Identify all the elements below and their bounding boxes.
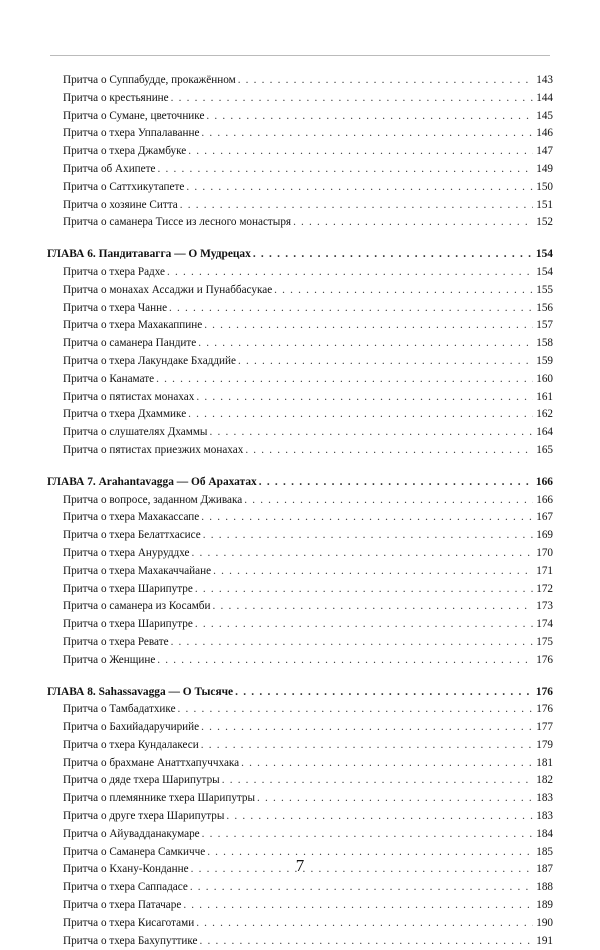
toc-entry-title: Притча о Бахийадаручирийе bbox=[63, 719, 199, 737]
toc-entry-title: Притча о тхера Белаттхасисе bbox=[63, 527, 201, 545]
toc-entry-title: Притча о Канамате bbox=[63, 371, 154, 389]
leader-dots bbox=[222, 772, 533, 790]
toc-entry-page: 146 bbox=[535, 125, 553, 143]
chapter-heading-title: ГЛАВА 8. Sahassavagga — О Тысяче bbox=[47, 684, 233, 702]
toc-entry-title: Притча о тхера Кисаготами bbox=[63, 915, 194, 933]
toc-entry[interactable] bbox=[47, 389, 553, 407]
leader-dots bbox=[167, 264, 533, 282]
toc-entry[interactable] bbox=[47, 406, 553, 424]
leader-dots bbox=[226, 808, 533, 826]
toc-entry-page: 170 bbox=[535, 545, 553, 563]
toc-entry[interactable] bbox=[47, 772, 553, 790]
toc-entry[interactable] bbox=[47, 424, 553, 442]
chapter-heading-title: ГЛАВА 7. Arahantavagga — Об Арахатах bbox=[47, 474, 257, 492]
toc-entry[interactable] bbox=[47, 790, 553, 808]
toc-entry[interactable] bbox=[47, 933, 553, 950]
toc-entry[interactable] bbox=[47, 701, 553, 719]
toc-entry[interactable] bbox=[47, 563, 553, 581]
chapter-heading-page: 166 bbox=[535, 474, 553, 492]
toc-entry-page: 173 bbox=[535, 598, 553, 616]
toc-entry[interactable] bbox=[47, 545, 553, 563]
toc-entry[interactable] bbox=[47, 755, 553, 773]
toc-entry[interactable] bbox=[47, 335, 553, 353]
leader-dots bbox=[171, 634, 533, 652]
leader-dots bbox=[157, 652, 533, 670]
chapter-heading[interactable] bbox=[47, 474, 553, 492]
toc-section bbox=[47, 72, 553, 232]
toc-entry-title: Притча о дяде тхера Шарипутры bbox=[63, 772, 220, 790]
toc-entry-title: Притча о Тамбадатхике bbox=[63, 701, 176, 719]
toc-entry-page: 187 bbox=[535, 861, 553, 879]
toc-entry-title: Притча о тхера Махакаппине bbox=[63, 317, 202, 335]
toc-entry-title: Притча о тхера Патачаре bbox=[63, 897, 181, 915]
toc-entry-title: Притча о саманера из Косамби bbox=[63, 598, 210, 616]
toc-entry-title: Притча о Женщине bbox=[63, 652, 155, 670]
section-gap bbox=[47, 670, 553, 684]
toc-entry-page: 143 bbox=[535, 72, 553, 90]
toc-entry[interactable] bbox=[47, 598, 553, 616]
leader-dots bbox=[244, 492, 533, 510]
toc-entry[interactable] bbox=[47, 652, 553, 670]
leader-dots bbox=[238, 72, 533, 90]
leader-dots bbox=[158, 161, 534, 179]
toc-entry-title: Притча о тхера Ревате bbox=[63, 634, 169, 652]
toc-entry-title: Притча о тхера Радхе bbox=[63, 264, 165, 282]
toc-entry-title: Притча о тхера Шарипутре bbox=[63, 616, 193, 634]
toc-entry-page: 185 bbox=[535, 844, 553, 862]
toc-entry-title: Притча о крестьянине bbox=[63, 90, 169, 108]
toc-entry-page: 147 bbox=[535, 143, 553, 161]
toc-entry-title: Притча о тхера Дхаммике bbox=[63, 406, 186, 424]
leader-dots bbox=[192, 545, 533, 563]
leader-dots bbox=[201, 125, 533, 143]
toc-entry-title: Притча о тхера Саппадасе bbox=[63, 879, 188, 897]
toc-entry[interactable] bbox=[47, 179, 553, 197]
leader-dots bbox=[201, 719, 533, 737]
toc-entry-page: 179 bbox=[535, 737, 553, 755]
toc-entry-title: Притча о саманера Тиссе из лесного монастыря bbox=[63, 214, 291, 232]
toc-entry-page: 156 bbox=[535, 300, 553, 318]
toc-entry[interactable] bbox=[47, 371, 553, 389]
leader-dots bbox=[198, 335, 533, 353]
leader-dots bbox=[180, 197, 533, 215]
leader-dots bbox=[204, 317, 533, 335]
toc-entry[interactable] bbox=[47, 300, 553, 318]
leader-dots bbox=[171, 90, 533, 108]
toc-entry-title: Притча о брахмане Анаттхапуччхака bbox=[63, 755, 239, 773]
leader-dots bbox=[188, 406, 533, 424]
toc-entry-title: Притча о тхера Чанне bbox=[63, 300, 167, 318]
toc-entry-page: 183 bbox=[535, 808, 553, 826]
toc-entry-title: Притча о тхера Уппалаванне bbox=[63, 125, 199, 143]
toc-entry[interactable] bbox=[47, 634, 553, 652]
toc-entry[interactable] bbox=[47, 581, 553, 599]
leader-dots bbox=[213, 563, 533, 581]
toc-entry-title: Притча о тхера Ануруддхе bbox=[63, 545, 190, 563]
toc-entry-page: 161 bbox=[535, 389, 553, 407]
leader-dots bbox=[293, 214, 533, 232]
toc-entry-page: 145 bbox=[535, 108, 553, 126]
toc-entry[interactable] bbox=[47, 879, 553, 897]
toc-entry-title: Притча о Суппабудде, прокажённом bbox=[63, 72, 236, 90]
toc-entry-page: 166 bbox=[535, 492, 553, 510]
toc-entry-page: 155 bbox=[535, 282, 553, 300]
toc-entry-page: 151 bbox=[535, 197, 553, 215]
leader-dots bbox=[257, 790, 533, 808]
leader-dots bbox=[206, 108, 533, 126]
toc-entry-page: 144 bbox=[535, 90, 553, 108]
leader-dots bbox=[245, 442, 533, 460]
toc-entry-page: 184 bbox=[535, 826, 553, 844]
leader-dots bbox=[183, 897, 533, 915]
toc-entry-title: Притча о Саттхикутапете bbox=[63, 179, 184, 197]
leader-dots bbox=[195, 581, 533, 599]
toc-entry-title: Притча о Кхану-Конданне bbox=[63, 861, 189, 879]
toc-entry[interactable] bbox=[47, 282, 553, 300]
toc-entry-page: 190 bbox=[535, 915, 553, 933]
toc-entry-title: Притча о тхера Махакаччайане bbox=[63, 563, 211, 581]
toc-entry-title: Притча о Айувадданакумаре bbox=[63, 826, 200, 844]
chapter-heading-page: 154 bbox=[535, 246, 553, 264]
toc-entry[interactable] bbox=[47, 492, 553, 510]
toc-entry[interactable] bbox=[47, 442, 553, 460]
toc-entry[interactable] bbox=[47, 264, 553, 282]
leader-dots bbox=[259, 474, 533, 492]
toc-entry-page: 152 bbox=[535, 214, 553, 232]
toc-entry-page: 158 bbox=[535, 335, 553, 353]
leader-dots bbox=[238, 353, 533, 371]
toc-entry-title: Притча о хозяине Ситта bbox=[63, 197, 178, 215]
toc-entry-page: 177 bbox=[535, 719, 553, 737]
toc-entry-page: 176 bbox=[535, 652, 553, 670]
toc-entry[interactable] bbox=[47, 353, 553, 371]
chapter-heading[interactable] bbox=[47, 684, 553, 702]
section-gap bbox=[47, 232, 553, 246]
toc-entry[interactable] bbox=[47, 509, 553, 527]
toc-entry-page: 174 bbox=[535, 616, 553, 634]
toc-entry[interactable] bbox=[47, 808, 553, 826]
toc-entry[interactable] bbox=[47, 317, 553, 335]
toc-entry-title: Притча о тхера Махакассапе bbox=[63, 509, 199, 527]
toc-entry[interactable] bbox=[47, 719, 553, 737]
toc-entry[interactable] bbox=[47, 527, 553, 545]
leader-dots bbox=[241, 755, 533, 773]
toc-entry-page: 160 bbox=[535, 371, 553, 389]
page-number: 7 bbox=[0, 856, 600, 876]
leader-dots bbox=[209, 424, 533, 442]
toc-entry-page: 165 bbox=[535, 442, 553, 460]
toc-entry[interactable] bbox=[47, 214, 553, 232]
toc-section bbox=[47, 684, 553, 950]
toc-entry-page: 171 bbox=[535, 563, 553, 581]
leader-dots bbox=[156, 371, 533, 389]
toc-entry-title: Притча о слушателях Дхаммы bbox=[63, 424, 207, 442]
chapter-heading-page: 176 bbox=[535, 684, 553, 702]
leader-dots bbox=[196, 389, 533, 407]
leader-dots bbox=[253, 246, 533, 264]
toc-entry-title: Притча о тхера Джамбуке bbox=[63, 143, 186, 161]
leader-dots bbox=[188, 143, 533, 161]
toc-entry[interactable] bbox=[47, 897, 553, 915]
toc-entry-page: 167 bbox=[535, 509, 553, 527]
toc-entry-page: 188 bbox=[535, 879, 553, 897]
toc-entry-title: Притча о тхера Лакундаке Бхаддийе bbox=[63, 353, 236, 371]
leader-dots bbox=[201, 737, 533, 755]
leader-dots bbox=[202, 826, 533, 844]
toc-entry-title: Притча о друге тхера Шарипутры bbox=[63, 808, 224, 826]
toc-entry[interactable] bbox=[47, 826, 553, 844]
toc-entry-page: 159 bbox=[535, 353, 553, 371]
toc-entry-title: Притча о вопросе, заданном Дживака bbox=[63, 492, 242, 510]
toc-entry[interactable] bbox=[47, 616, 553, 634]
table-of-contents bbox=[47, 72, 553, 950]
leader-dots bbox=[178, 701, 533, 719]
toc-entry-page: 149 bbox=[535, 161, 553, 179]
toc-entry-page: 157 bbox=[535, 317, 553, 335]
leader-dots bbox=[235, 684, 533, 702]
toc-entry-title: Притча о тхера Кундалакеси bbox=[63, 737, 199, 755]
page-top-edge bbox=[50, 55, 550, 56]
toc-entry[interactable] bbox=[47, 90, 553, 108]
leader-dots bbox=[186, 179, 533, 197]
toc-entry-page: 150 bbox=[535, 179, 553, 197]
leader-dots bbox=[195, 616, 533, 634]
toc-entry-page: 189 bbox=[535, 897, 553, 915]
toc-entry-page: 154 bbox=[535, 264, 553, 282]
toc-entry[interactable] bbox=[47, 915, 553, 933]
leader-dots bbox=[190, 879, 533, 897]
leader-dots bbox=[274, 282, 533, 300]
toc-entry-title: Притча о тхера Шарипутре bbox=[63, 581, 193, 599]
chapter-heading-title: ГЛАВА 6. Пандитавагга — О Мудрецах bbox=[47, 246, 251, 264]
toc-entry-title: Притча о пятистах монахах bbox=[63, 389, 194, 407]
leader-dots bbox=[199, 933, 533, 950]
toc-entry-page: 162 bbox=[535, 406, 553, 424]
toc-entry-title: Притча о монахах Ассаджи и Пунаббасукае bbox=[63, 282, 272, 300]
toc-entry-page: 181 bbox=[535, 755, 553, 773]
toc-entry-page: 169 bbox=[535, 527, 553, 545]
toc-entry-page: 164 bbox=[535, 424, 553, 442]
toc-entry-title: Притча о Саманера Самкичче bbox=[63, 844, 205, 862]
toc-entry[interactable] bbox=[47, 197, 553, 215]
toc-section bbox=[47, 246, 553, 460]
toc-entry-title: Притча об Ахипете bbox=[63, 161, 156, 179]
toc-entry[interactable] bbox=[47, 161, 553, 179]
toc-entry-page: 183 bbox=[535, 790, 553, 808]
toc-entry[interactable] bbox=[47, 737, 553, 755]
leader-dots bbox=[212, 598, 533, 616]
leader-dots bbox=[201, 509, 533, 527]
toc-entry-page: 191 bbox=[535, 933, 553, 950]
toc-entry-page: 182 bbox=[535, 772, 553, 790]
toc-entry[interactable] bbox=[47, 72, 553, 90]
toc-entry-title: Притча о племяннике тхера Шарипутры bbox=[63, 790, 255, 808]
toc-entry-title: Притча о тхера Бахупуттике bbox=[63, 933, 197, 950]
toc-entry-title: Притча о пятистах приезжих монахах bbox=[63, 442, 243, 460]
toc-entry-title: Притча о Сумане, цветочнике bbox=[63, 108, 204, 126]
section-gap bbox=[47, 460, 553, 474]
toc-entry[interactable] bbox=[47, 108, 553, 126]
toc-section bbox=[47, 474, 553, 670]
toc-entry-page: 175 bbox=[535, 634, 553, 652]
chapter-heading[interactable] bbox=[47, 246, 553, 264]
toc-entry-title: Притча о саманера Пандите bbox=[63, 335, 196, 353]
leader-dots bbox=[203, 527, 533, 545]
toc-entry-page: 176 bbox=[535, 701, 553, 719]
toc-entry[interactable] bbox=[47, 143, 553, 161]
toc-entry-page: 172 bbox=[535, 581, 553, 599]
leader-dots bbox=[196, 915, 533, 933]
toc-entry[interactable] bbox=[47, 125, 553, 143]
leader-dots bbox=[169, 300, 533, 318]
